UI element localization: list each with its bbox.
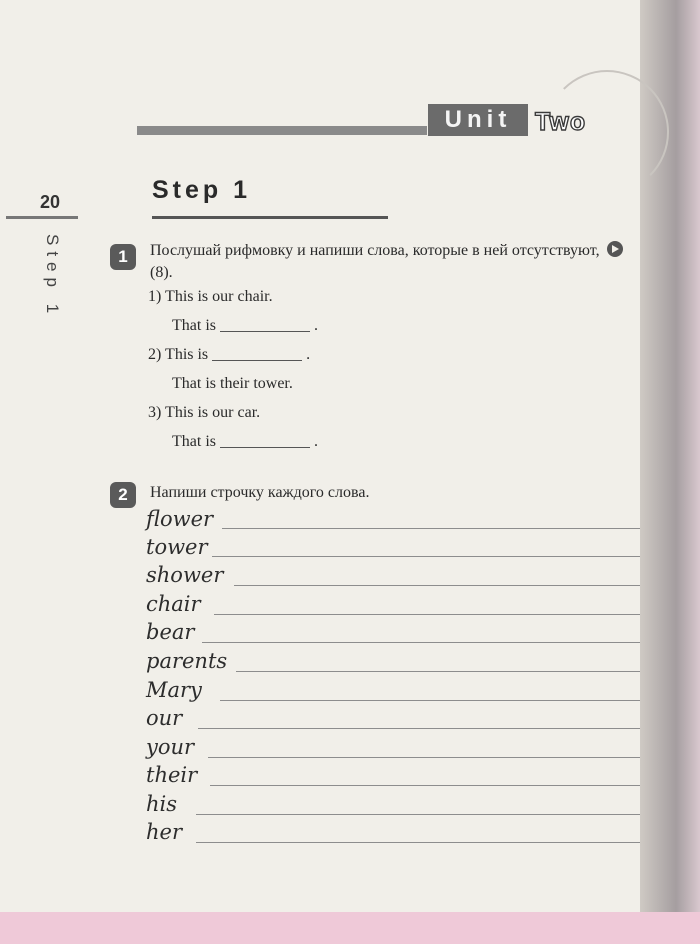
step-underline: [152, 216, 388, 219]
task-1-line-6: [172, 433, 318, 451]
page-number: 20: [40, 192, 61, 212]
writing-line[interactable]: [210, 785, 640, 786]
task-1-line-2: [172, 317, 318, 335]
writing-line[interactable]: [236, 671, 640, 672]
answer-blank[interactable]: [220, 433, 310, 448]
copy-word: our: [146, 706, 183, 730]
writing-line[interactable]: [220, 700, 640, 701]
copy-word: your: [146, 735, 195, 759]
line-end: .: [314, 317, 318, 334]
side-rule: [6, 216, 78, 219]
task-2-instruction: Напиши строчку каждого слова.: [150, 484, 370, 501]
writing-line[interactable]: [212, 556, 640, 557]
writing-line[interactable]: [198, 728, 640, 729]
task-1-instruction: [150, 240, 640, 284]
task-1-track-ref: (8).: [150, 264, 173, 281]
writing-line[interactable]: [196, 814, 640, 815]
line-text: That is: [172, 433, 216, 450]
answer-blank[interactable]: [220, 317, 310, 332]
writing-line[interactable]: [222, 528, 640, 529]
line-text: 2) This is: [148, 346, 209, 363]
copy-word: parents: [146, 649, 228, 673]
writing-line[interactable]: [196, 842, 640, 843]
copy-word: Mary: [146, 678, 202, 702]
answer-blank[interactable]: [212, 346, 302, 361]
audio-icon: [607, 241, 623, 257]
writing-line[interactable]: [208, 757, 640, 758]
copy-word: his: [146, 792, 178, 816]
line-text: That is their tower.: [172, 375, 293, 392]
writing-line[interactable]: [214, 614, 640, 615]
unit-label: Unit: [428, 104, 528, 136]
task-1-badge: 1: [110, 244, 136, 270]
task-1-line-3: [148, 346, 310, 364]
task-2-badge: 2: [110, 482, 136, 508]
task-1-line-1: [148, 288, 273, 306]
copy-word: flower: [146, 507, 214, 531]
writing-line[interactable]: [234, 585, 640, 586]
line-end: .: [314, 433, 318, 450]
copy-word: chair: [146, 592, 201, 616]
side-tab-label: Step 1: [43, 234, 62, 320]
copy-word: her: [146, 820, 182, 844]
line-text: That is: [172, 317, 216, 334]
copy-word: shower: [146, 563, 224, 587]
line-text: 3) This is our car.: [148, 404, 261, 421]
task-1-line-4: [172, 375, 293, 393]
unit-header-bar: [137, 126, 427, 135]
line-end: .: [306, 346, 311, 363]
copy-word: tower: [146, 535, 208, 559]
task-1-instruction-text: Послушай рифмовку и напиши слова, которые в ней отсутствуют,: [150, 242, 600, 259]
background-strip: [0, 912, 700, 944]
step-title: Step 1: [152, 176, 252, 204]
task-1-line-5: [148, 404, 260, 422]
writing-line[interactable]: [202, 642, 640, 643]
unit-number: Two: [535, 108, 587, 136]
side-tab: [38, 234, 68, 344]
line-text: 1) This is our chair.: [148, 288, 273, 305]
copy-word: bear: [146, 620, 195, 644]
copy-word: their: [146, 763, 198, 787]
